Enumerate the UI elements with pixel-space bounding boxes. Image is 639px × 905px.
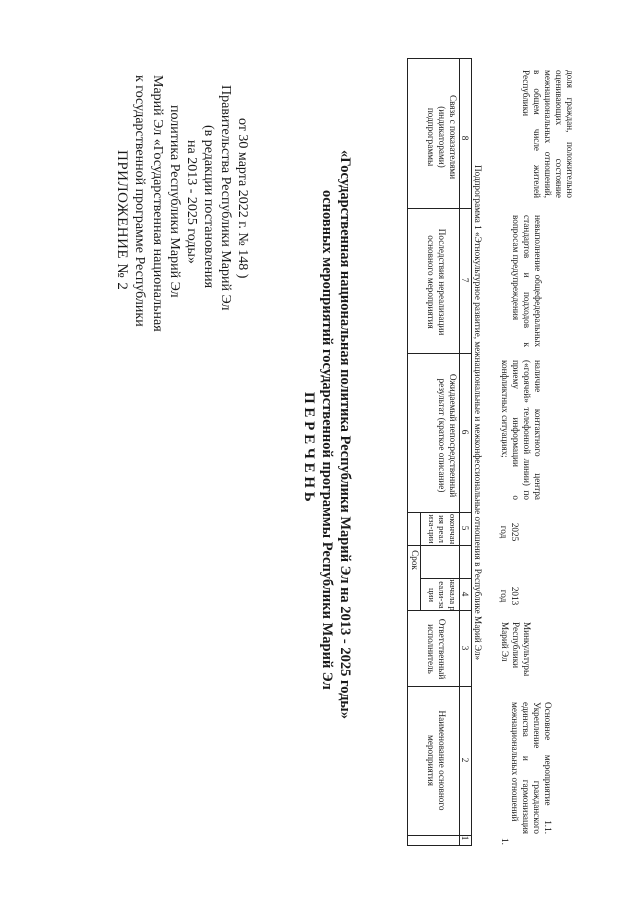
appendix-line: (в редакции постановления [201, 125, 216, 289]
header-col-result: Ожидаемый непосредственный результат (краткое описание) [437, 373, 458, 498]
appendix-line: Правительства Республики Марий Эл [218, 85, 233, 311]
col-number: 5 [460, 525, 470, 531]
col-number: 8 [460, 135, 470, 141]
header-col-indicators: Связь с показателями (индикаторами) подпрограммы [426, 94, 458, 180]
header-col-executor: Ответственный исполнитель [426, 618, 447, 680]
header-col-start: начала реали-зации [427, 579, 458, 611]
appendix-line: на 2013 - 2025 годы» [184, 140, 199, 264]
appendix-line: политика Республики Марий Эл [167, 105, 182, 298]
row-start: 2013 год [499, 586, 520, 606]
header-col-name: Наименование основного мероприятия [426, 710, 447, 811]
col-number: 4 [460, 591, 470, 597]
appendix-line: от 30 марта 2022 г. № 148 ) [235, 118, 250, 279]
row-consequence: невыполнение общефедеральных стандартов и подходов к вопросам предупреждения [511, 215, 543, 347]
appendix-line: к государственной программе Республики [132, 75, 147, 327]
col-number: 7 [460, 277, 470, 283]
heading-line-1: основных мероприятий государственной программы Республики Марий Эл [319, 190, 335, 690]
col-number: 3 [460, 645, 470, 651]
col-number: 2 [460, 757, 470, 763]
row-number: 1. [500, 838, 510, 845]
row-executor: Минкультуры Республики Марий Эл [500, 622, 532, 677]
heading-line-2: «Государственная национальная политика Республики Марий Эл на 2013 - 2025 годы» [337, 150, 353, 719]
header-col-end: окончания реализа-ции [427, 513, 458, 545]
row-end: 2025 год [499, 522, 520, 542]
subprogram-title: Подпрограмма 1 «Этнокультурное развитие, межнациональные и межконфессиональные отношения в Республике Марий Эл» [473, 165, 483, 661]
appendix-title: ПРИЛОЖЕНИЕ № 2 [114, 150, 130, 291]
page-title: П Е Р Е Ч Е Н Ь [301, 392, 317, 502]
header-term: Срок [410, 550, 420, 570]
col-number: 6 [460, 429, 470, 435]
row-indicator: доля граждан, положительно оценивающих состояние межнациональных отношений, в общем числе жителей Республики [521, 70, 575, 198]
col-number: 1 [460, 835, 470, 841]
appendix-line: Марий Эл «Государственная национальная [150, 75, 165, 332]
row-result: наличие контактного центра («горячей» телефонной линии) по приему информации о конфликтных ситуациях; [500, 360, 543, 500]
row-name: Основное мероприятие 1.1. Укрепление гражданского единства и гармонизация межнациональных отношений [510, 702, 553, 834]
header-col-consequences: Последствия нереализации основного мероприятия [426, 228, 447, 336]
